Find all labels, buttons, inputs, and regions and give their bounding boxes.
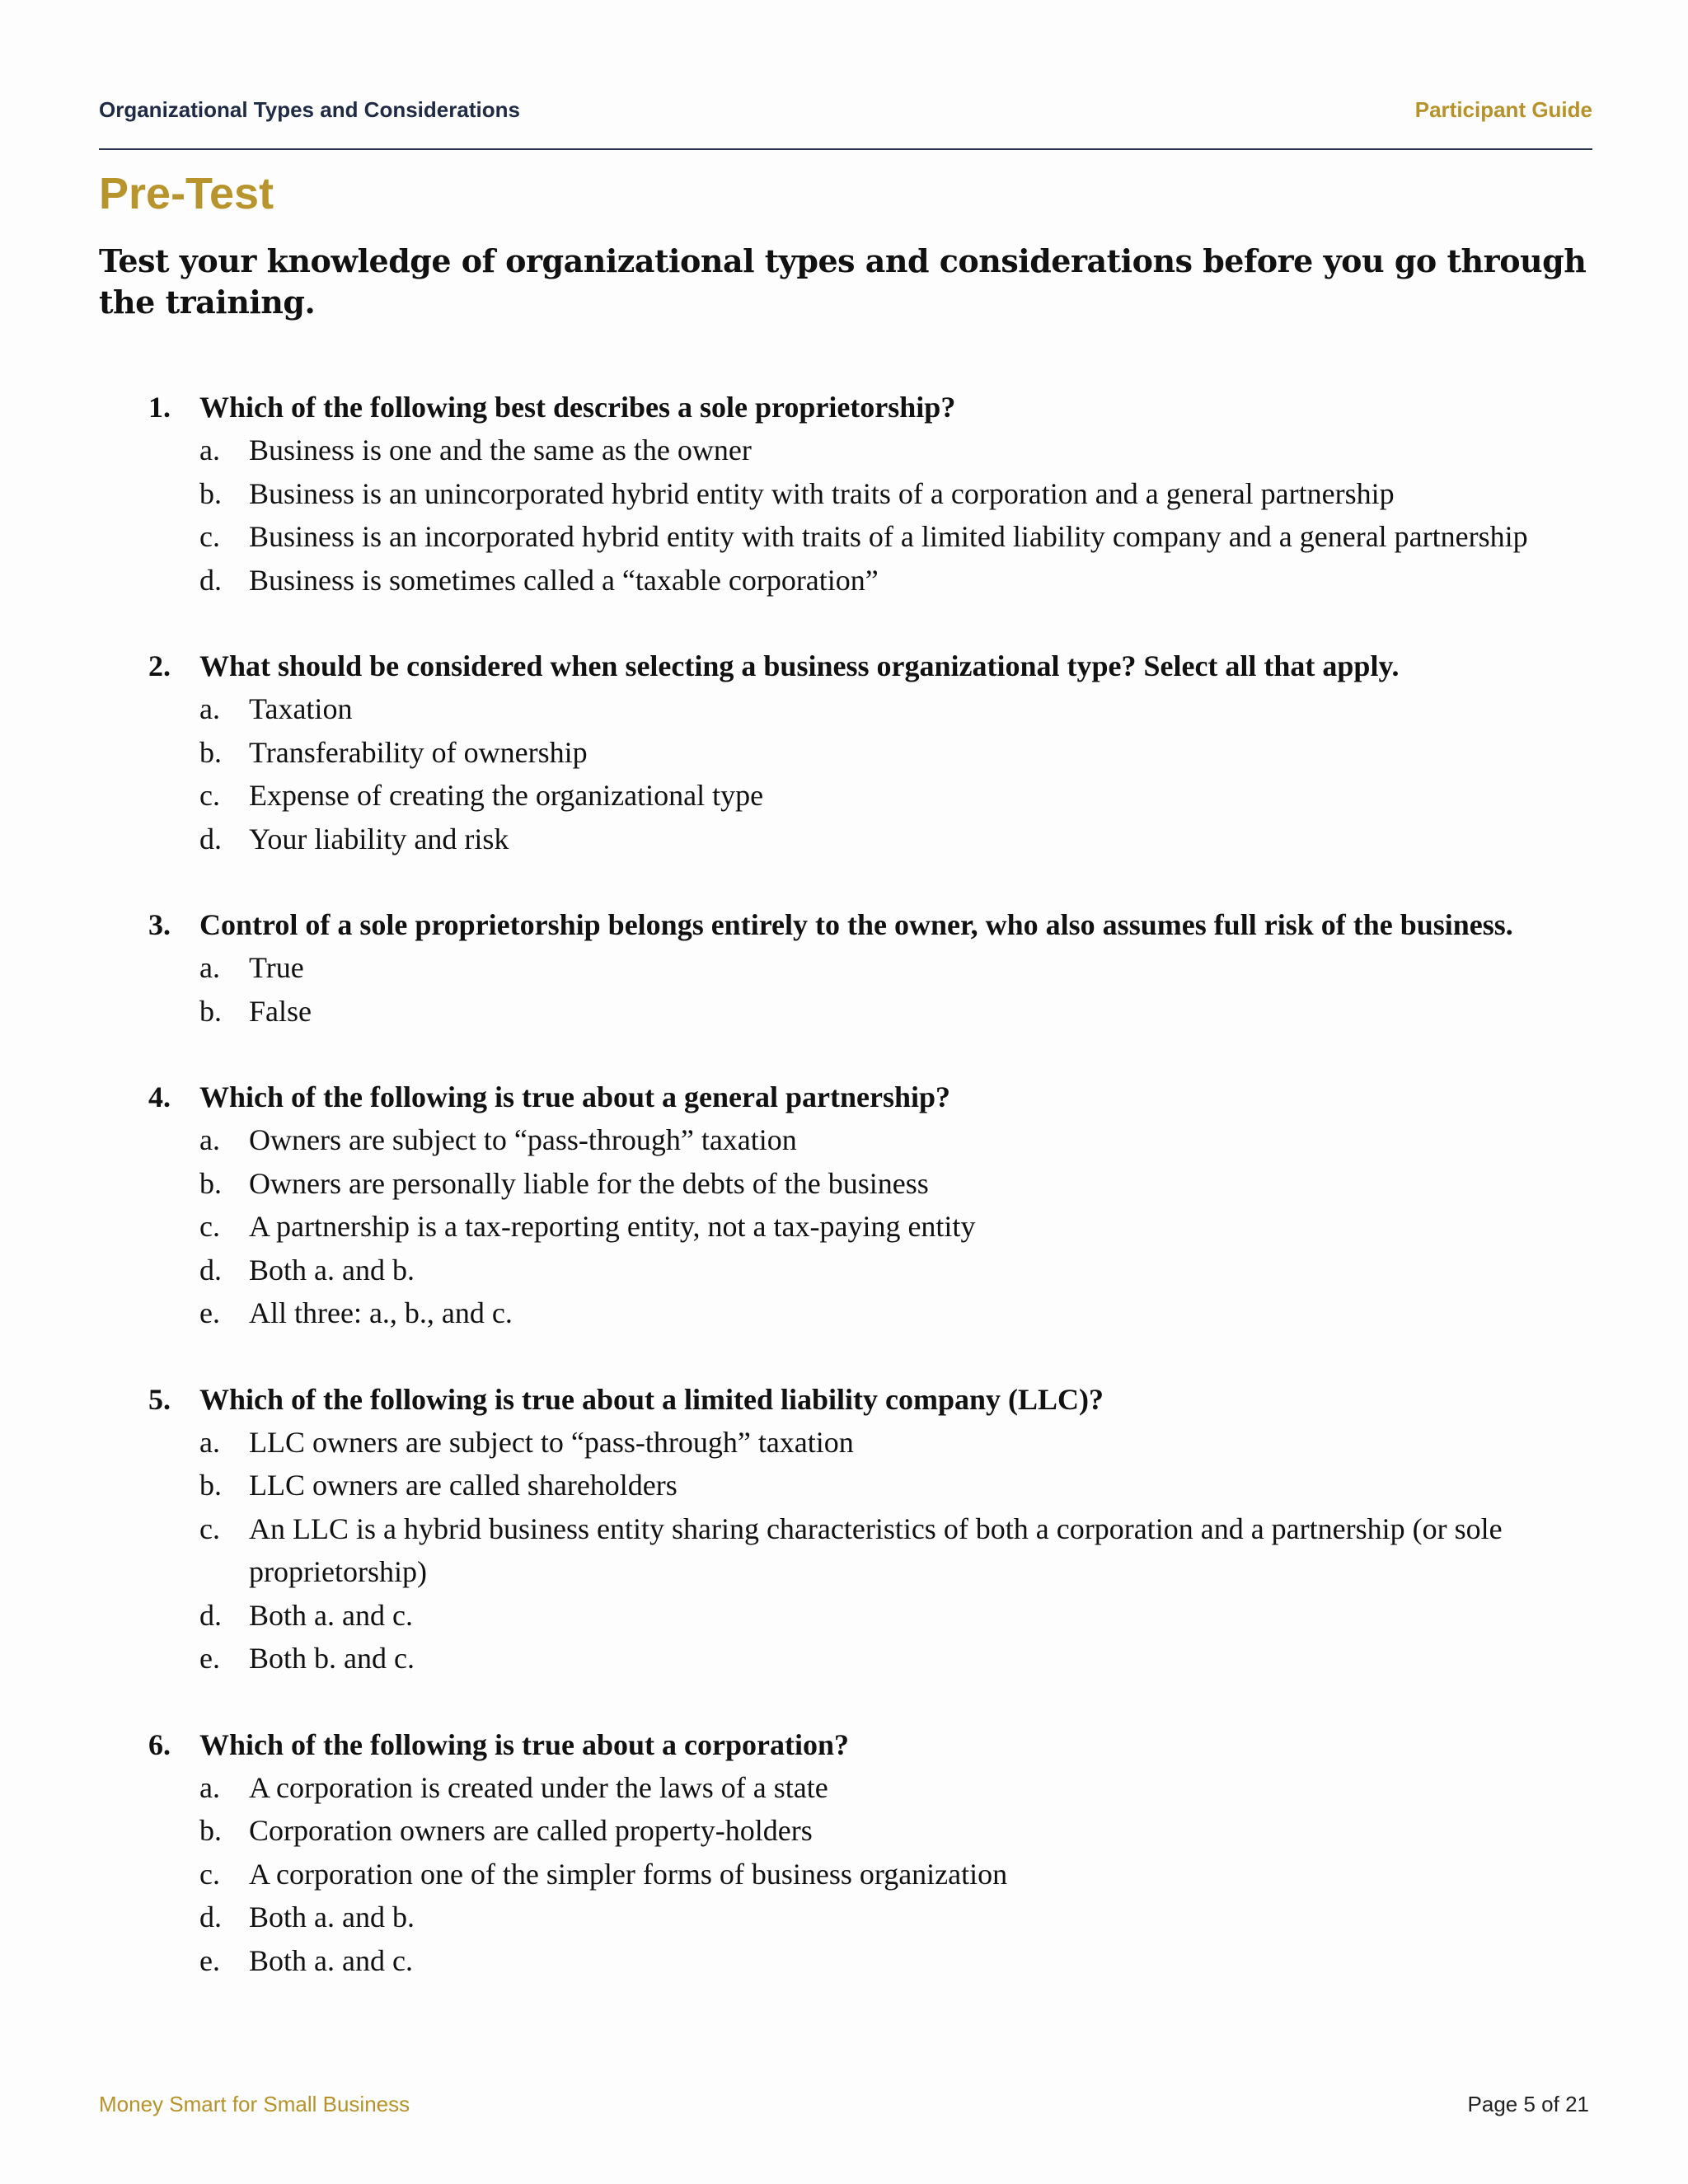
option-letter: a. [199,1770,220,1804]
question-number: 6. [148,1727,171,1761]
question-item [99,1076,1599,1335]
option-text: Transferability of ownership [249,735,588,769]
question-row [99,1723,1599,1766]
option-text: An LLC is a hybrid business entity sharing characteristics of both a corporation and a partnership (or sole proprietorship) [249,1511,1503,1588]
option-letter: c. [199,1511,220,1545]
option-letter: b. [199,1166,222,1200]
option-letter: b. [199,1469,222,1502]
option-text: A corporation one of the simpler forms of business organization [249,1857,1008,1891]
option-letter: a. [199,951,220,984]
answer-option [99,731,1599,775]
option-letter: a. [199,1425,220,1459]
answer-option [99,1507,1599,1594]
option-text: A corporation is created under the laws of a state [249,1770,828,1804]
option-text: A partnership is a tax-reporting entity, not a tax-paying entity [249,1210,976,1243]
question-number: 4. [148,1080,171,1113]
question-number: 2. [148,649,171,682]
question-list [99,386,1599,2025]
option-text: False [249,994,312,1028]
answer-option [99,1939,1599,1983]
option-text: Business is one and the same as the owner [249,434,752,466]
option-text: Owners are personally liable for the debts of the business [249,1166,929,1200]
option-text: Owners are subject to “pass-through” taxation [249,1123,797,1156]
page-footer [99,2092,1589,2121]
question-text: Which of the following best describes a sole proprietorship? [199,391,956,424]
option-text: All three: a., b., and c. [249,1296,513,1329]
option-text: Business is an unincorporated hybrid entity with traits of a corporation and a general partnership [249,476,1395,510]
answer-option [99,1421,1599,1465]
option-text: LLC owners are subject to “pass-through” taxation [249,1425,854,1459]
answer-option [99,687,1599,731]
question-row [99,386,1599,429]
option-text: Business is sometimes called a “taxable corporation” [249,563,879,597]
header-divider [99,148,1592,150]
question-text: Which of the following is true about a limited liability company (LLC)? [199,1382,1104,1416]
question-item [99,1723,1599,1983]
option-letter: b. [199,994,222,1028]
page-header [99,97,1592,130]
option-letter: c. [199,1210,220,1243]
question-item [99,644,1599,860]
question-number: 1. [148,391,171,424]
answer-option [99,1594,1599,1638]
question-text: Which of the following is true about a corporation? [199,1727,849,1761]
question-item [99,386,1599,602]
answer-option [99,472,1599,516]
option-text: Expense of creating the organizational type [249,779,764,812]
option-letter: b. [199,1814,222,1847]
option-letter: a. [199,434,220,466]
option-letter: c. [199,779,220,812]
option-letter: d. [199,1253,222,1286]
option-text: Both a. and c. [249,1943,413,1977]
answer-option [99,1162,1599,1206]
option-letter: a. [199,692,220,725]
option-text: LLC owners are called shareholders [249,1469,678,1502]
question-row [99,644,1599,687]
option-letter: e. [199,1296,220,1329]
answer-option [99,1809,1599,1853]
question-text: Control of a sole proprietorship belongs entirely to the owner, who also assumes full risk of the business. [199,908,1513,941]
option-text: Both a. and b. [249,1253,415,1286]
footer-publication-title: Money Smart for Small Business [99,2092,410,2116]
question-text: What should be considered when selecting a business organizational type? Select all that apply. [199,649,1400,682]
option-text: Both b. and c. [249,1642,415,1675]
answer-option [99,818,1599,861]
page-subtitle: Test your knowledge of organizational types and considerations before you go through the training. [99,242,1587,321]
answer-option [99,429,1599,472]
question-number: 5. [148,1382,171,1416]
option-letter: d. [199,822,222,855]
option-letter: b. [199,476,222,510]
option-letter: b. [199,735,222,769]
answer-option [99,946,1599,990]
option-text: Both a. and c. [249,1598,413,1632]
page-number: Page 5 of 21 [1467,2092,1589,2116]
answer-option [99,559,1599,602]
answer-option [99,990,1599,1033]
question-text: Which of the following is true about a general partnership? [199,1080,951,1113]
question-row [99,1378,1599,1421]
option-text: Corporation owners are called property-holders [249,1814,813,1847]
question-row [99,903,1599,946]
option-text: True [249,951,304,984]
option-letter: d. [199,1900,222,1933]
question-item [99,903,1599,1033]
answer-option [99,1291,1599,1335]
option-letter: c. [199,520,220,553]
option-text: Both a. and b. [249,1900,415,1933]
header-document-title: Organizational Types and Considerations [99,97,520,122]
option-letter: d. [199,563,222,597]
answer-option [99,1205,1599,1249]
answer-option [99,1464,1599,1507]
header-guide-label: Participant Guide [1414,97,1592,122]
option-text: Your liability and risk [249,822,509,855]
page-title: Pre-Test [99,169,274,218]
answer-option [99,774,1599,818]
option-letter: c. [199,1857,220,1891]
answer-option [99,1853,1599,1896]
option-letter: e. [199,1642,220,1675]
option-text: Taxation [249,692,353,725]
answer-option [99,515,1599,559]
option-letter: e. [199,1943,220,1977]
answer-option [99,1766,1599,1810]
question-item [99,1378,1599,1680]
answer-option [99,1637,1599,1680]
option-letter: a. [199,1123,220,1156]
option-letter: d. [199,1598,222,1632]
option-text: Business is an incorporated hybrid entity with traits of a limited liability company and a general partnership [249,520,1528,553]
answer-option [99,1896,1599,1939]
question-number: 3. [148,908,171,941]
answer-option [99,1118,1599,1162]
answer-option [99,1249,1599,1292]
question-row [99,1076,1599,1118]
